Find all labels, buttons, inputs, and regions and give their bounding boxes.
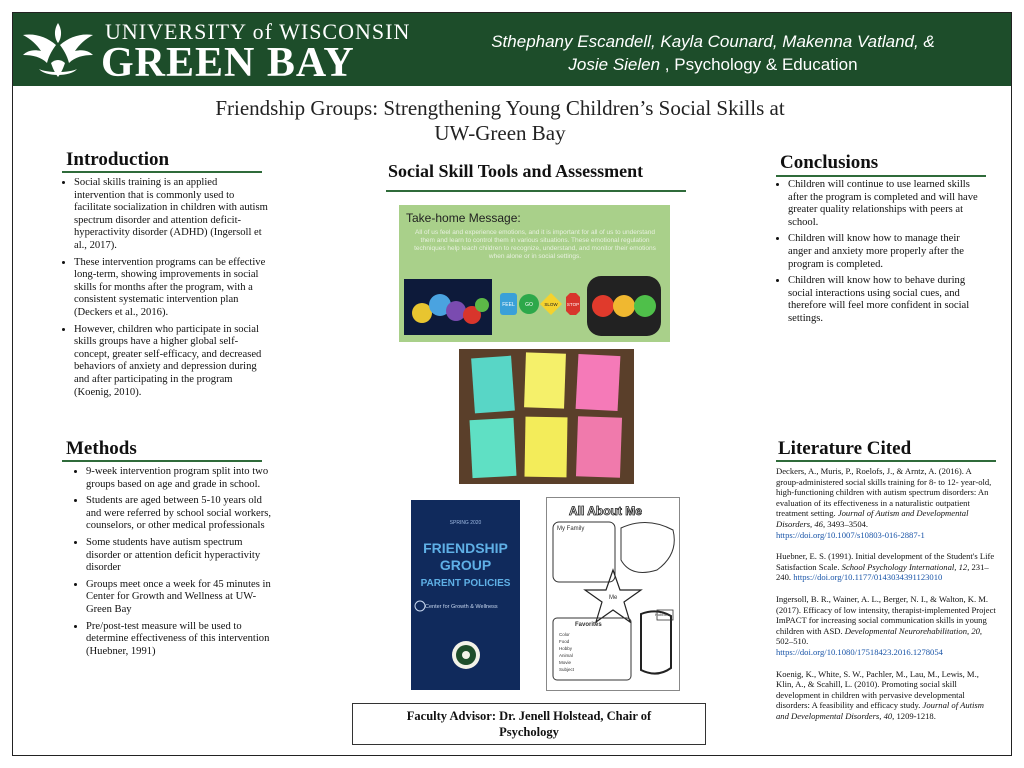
sign-feel-label: FEEL <box>502 302 515 308</box>
poster-title-line1: Friendship Groups: Strengthening Young Children’s Social Skills at <box>215 96 785 120</box>
sign-slow-label: SLOW <box>544 302 558 307</box>
emotion-card <box>576 354 621 411</box>
parent-policies-booklet <box>411 500 520 690</box>
reference-doi-link[interactable]: https://doi.org/10.1007/s10803-016-2887-1 <box>776 529 925 540</box>
authors-department: , Psychology & Education <box>660 55 858 74</box>
tools-underline <box>386 190 686 192</box>
booklet-subtitle: PARENT POLICIES <box>420 578 511 589</box>
authors-block <box>433 30 993 76</box>
favorite-field: Color <box>559 632 570 637</box>
favorite-field: Subject <box>559 667 575 672</box>
takehome-title: Take-home Message: <box>406 211 521 225</box>
sign-stop-label: STOP <box>566 302 580 307</box>
list-item: • Some students have autism spectrum disorder or attention deficit hyperactivity disorder <box>86 537 273 575</box>
booklet-season: SPRING 2020 <box>449 520 482 526</box>
takehome-panel <box>399 205 670 342</box>
takehome-body: All of us feel and experience emotions, and it is important for all of us to understand them and learn to control them in various situations. These emotional regulation techniques help teach children to recognize, understand, and monitor their emotions when alone or in social settings. <box>414 229 656 260</box>
emotion-card <box>524 417 567 478</box>
introduction-text <box>58 177 270 403</box>
header-banner <box>13 13 1011 86</box>
authors-line2: Josie Sielen <box>568 55 661 74</box>
university-name: UNIVERSITY of WISCONSIN <box>105 19 411 44</box>
phoenix-logo-icon <box>19 19 97 81</box>
traffic-signs-image <box>500 289 580 319</box>
list-item: • Children will continue to use learned skills after the program is completed and will have greater quality relationships with peers at school. <box>788 179 982 229</box>
favorite-field: Food <box>559 639 570 644</box>
favorite-field: Hobby <box>559 646 573 651</box>
emotion-card <box>576 416 622 477</box>
conclusions-heading: Conclusions <box>780 152 879 173</box>
list-item: • Children will know how to manage their anger and anxiety more properly after the program is completed. <box>788 233 982 271</box>
list-item: • Children will know how to behave during social interactions using social cues, and therefore will feel more confident in social settings. <box>788 275 982 325</box>
introduction-list <box>58 177 270 399</box>
worksheet-title: All About Me <box>569 504 642 518</box>
favorite-field: Animal <box>559 653 573 658</box>
literature-underline <box>776 460 996 462</box>
advisor-line2: Psychology <box>499 725 559 739</box>
worksheet-favorites-label: Favorites <box>575 622 602 628</box>
worksheet-me-label: Me <box>609 595 618 601</box>
list-item: • Students are aged between 5-10 years old and were referred by school social workers, counselors, or other medical professionals <box>86 495 273 533</box>
authors-line1: Sthephany Escandell, Kayla Counard, Makenna Vatland, & <box>491 32 935 51</box>
campus-name: GREEN BAY <box>101 40 355 86</box>
conclusions-list <box>772 179 982 326</box>
inside-out-image <box>404 279 492 335</box>
methods-underline <box>62 460 262 462</box>
tools-heading: Social Skill Tools and Assessment <box>388 161 644 181</box>
emotion-card <box>524 352 566 408</box>
methods-text <box>68 466 273 662</box>
introduction-heading: Introduction <box>66 149 170 170</box>
booklet-center: Center for Growth & Wellness <box>425 604 498 610</box>
emotion-card <box>471 356 515 414</box>
reference-item: Huebner, E. S. (1991). Initial development of the Student's Life Satisfaction Scale. School Psychology International, 12, 231–240. https://doi.org/10.1177/0143034391123010 <box>776 551 995 583</box>
all-about-me-worksheet <box>546 497 680 691</box>
reference-item: Deckers, A., Muris, P., Roelofs, J., & Arntz, A. (2016). A group-administered social skills training for 8- to 12- year-old, high-functioning children with autism spectrum disorders: An evaluation of its effectiveness in a naturalistic outpatient treatment setting. Journal of Autism and Developmental Disorders, 46, 3493–3504. https://doi.org/10.1007/s10803-016-2887-1 <box>776 466 992 540</box>
university-logo <box>13 13 411 86</box>
favorite-field: Movie <box>559 660 572 665</box>
list-item: • Groups meet once a week for 45 minutes in Center for Growth and Wellness at UW-Green Bay <box>86 579 273 617</box>
reference-doi-link[interactable]: https://doi.org/10.1177/0143034391123010 <box>793 572 943 583</box>
literature-heading: Literature Cited <box>778 438 912 459</box>
methods-heading: Methods <box>66 438 137 459</box>
sign-go-label: GO <box>525 302 533 308</box>
reference-item: Koenig, K., White, S. W., Pachler, M., Lau, M., Lewis, M., Klin, A., & Scahill, L. (2010). Promoting social skill development in children with pervasive developmental disorders: A feasibility and efficacy study. Journal of Autism and Developmental Disorders, 40, 1209-1218. <box>776 668 984 721</box>
list-item: • 9-week intervention program split into two groups based on age and grade in school. <box>86 466 273 491</box>
methods-list <box>68 466 273 658</box>
conclusions-text <box>772 179 982 330</box>
uwgb-seal-icon <box>451 640 481 670</box>
reference-item: Ingersoll, B. R., Wainer, A. L., Berger, N. I., & Walton, K. M. (2017). Efficacy of low intensity, therapist-implemented Project ImPACT for increasing social communication skills in young children with ASD. Developmental Neurorehabilitation, 20, 502–510. https://doi.org/10.1080/17518423.2016.1278054 <box>776 593 996 657</box>
poster-title <box>150 96 850 146</box>
list-item: • Social skills training is an applied intervention that is commonly used to facilitate socialization in children with autism spectrum disorder and attention deficit-hyperactivity disorder (ADHD) (Ingersoll et al., 2017). <box>74 177 270 253</box>
worksheet-hobbies-label: Hobbies <box>655 612 670 617</box>
traffic-light-icon <box>586 275 662 337</box>
poster-title-line2: UW-Green Bay <box>434 121 566 145</box>
list-item: • However, children who participate in social skills groups have a higher global self-concept, greater self-efficacy, and decreased behaviors of anxiety and depression during and after participating in the program (Koenig, 2010). <box>74 324 270 400</box>
advisor-line1: Faculty Advisor: Dr. Jenell Holstead, Chair of <box>406 709 652 723</box>
conclusions-underline <box>776 175 986 177</box>
worksheet-family-label: My Family <box>557 526 585 532</box>
emotion-cards-photo <box>459 349 634 484</box>
emotion-card <box>470 418 517 478</box>
worksheet-favorite-fields <box>559 631 574 673</box>
faculty-advisor-box <box>352 703 706 745</box>
list-item: • Pre/post-test measure will be used to determine effectiveness of this intervention (Huebner, 1991) <box>86 621 273 659</box>
introduction-underline <box>62 171 262 173</box>
list-item: • These intervention programs can be effective long-term, showing improvements in social skills for months after the program, with a consistent systematic intervention plan (Deckers et al., 2016). <box>74 257 270 320</box>
reference-doi-link[interactable]: https://doi.org/10.1080/17518423.2016.1278054 <box>776 646 943 657</box>
booklet-title: FRIENDSHIP GROUP <box>423 540 508 573</box>
references-list <box>776 466 996 732</box>
